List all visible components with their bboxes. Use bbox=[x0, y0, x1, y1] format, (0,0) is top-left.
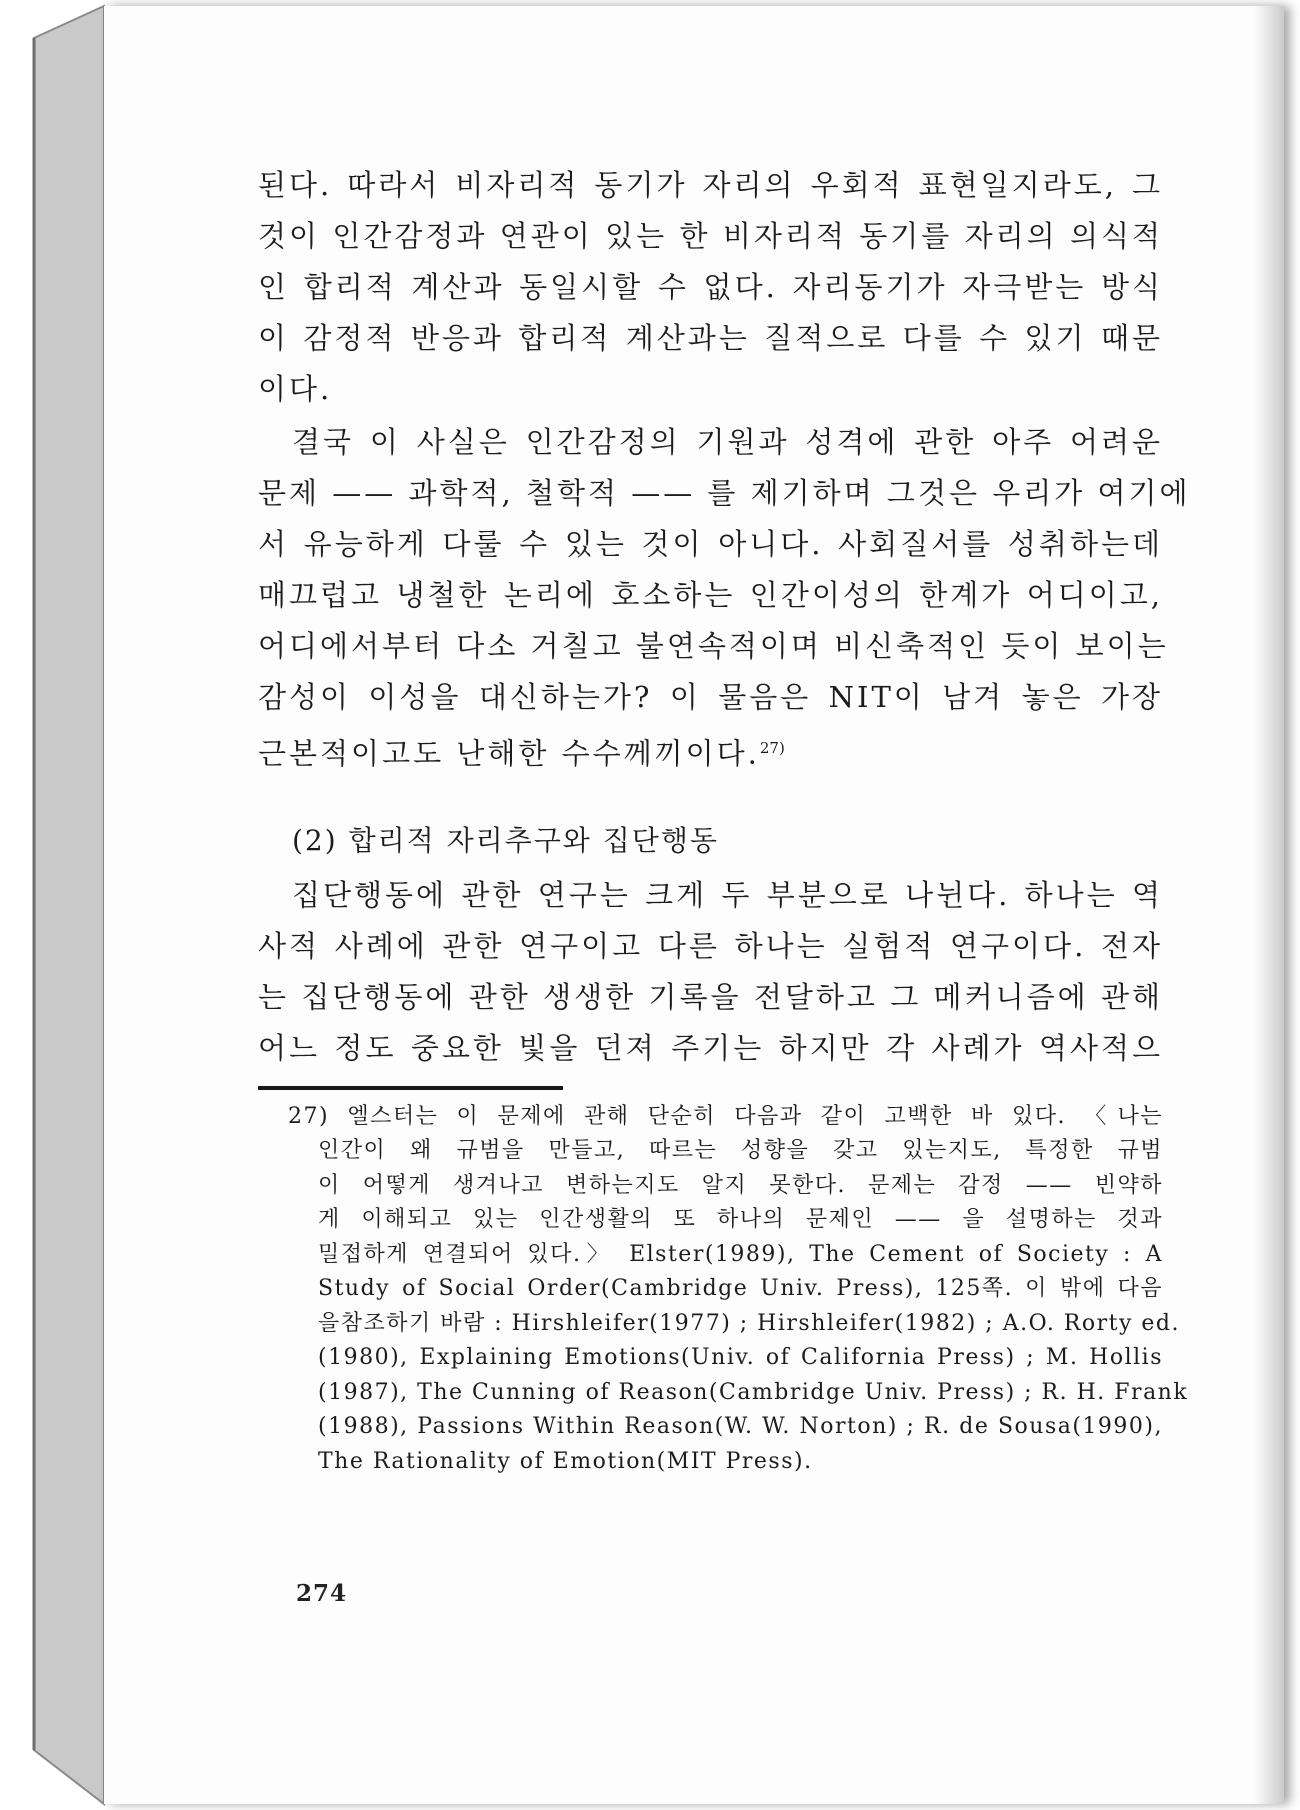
text-line: 결국 이 사실은 인간감정의 기원과 성격에 관한 아주 어려운 bbox=[292, 425, 1163, 459]
text-line: 된다. 따라서 비자리적 동기가 자리의 우회적 표현일지라도, 그 bbox=[258, 168, 1163, 202]
text-line-content: 근본적이고도 난해한 수수께끼이다. bbox=[258, 736, 760, 771]
footnote-line: 게 이해되고 있는 인간생활의 또 하나의 문제인 —— 을 설명하는 것과 bbox=[318, 1207, 1163, 1233]
paragraph-2 bbox=[258, 417, 1191, 780]
page-edge-shadow bbox=[1254, 6, 1284, 1804]
text-line: 집단행동에 관한 연구는 크게 두 부분으로 나뉜다. 하나는 역 bbox=[292, 877, 1163, 912]
text-line: 이 감정적 반응과 합리적 계산과는 질적으로 다를 수 있기 때문 bbox=[258, 321, 1163, 355]
footnote-line: (1987), The Cunning of Reason(Cambridge Univ. Press) ; R. H. Frank bbox=[318, 1379, 1189, 1405]
text-line: 매끄럽고 냉철한 논리에 호소하는 인간이성의 한계가 어디이고, bbox=[258, 578, 1163, 612]
footnote-27 bbox=[258, 1100, 1189, 1480]
footnote-line: 밀접하게 연결되어 있다.〉 Elster(1989), The Cement of Society : A bbox=[318, 1241, 1163, 1267]
footnote-line: (1988), Passions Within Reason(W. W. Norton) ; R. de Sousa(1990), bbox=[318, 1414, 1163, 1440]
footnote-line: 을참조하기 바람 : Hirshleifer(1977) ; Hirshleifer(1982) ; A.O. Rorty ed. bbox=[318, 1310, 1180, 1336]
text-line: 것이 인간감정과 연관이 있는 한 비자리적 동기를 자리의 의식적 bbox=[258, 219, 1163, 253]
text-line: 어디에서부터 다소 거칠고 불연속적이며 비신축적인 듯이 보이는 bbox=[258, 629, 1169, 663]
footnote-line: Study of Social Order(Cambridge Univ. Press), 125쪽. 이 밖에 다음 bbox=[318, 1276, 1163, 1302]
text-line: 서 유능하게 다룰 수 있는 것이 아니다. 사회질서를 성취하는데 bbox=[258, 527, 1163, 561]
page-body bbox=[258, 160, 1191, 1479]
text-line: 감성이 이성을 대신하는가? 이 물음은 NIT이 남겨 놓은 가장 bbox=[258, 680, 1163, 714]
paragraph-1 bbox=[258, 160, 1163, 415]
page-number: 274 bbox=[296, 1580, 348, 1607]
footnote-line: 이 어떻게 생겨나고 변하는지도 알지 못한다. 문제는 감정 —— 빈약하 bbox=[318, 1172, 1163, 1198]
text-line: 인 합리적 계산과 동일시할 수 없다. 자리동기가 자극받는 방식 bbox=[258, 270, 1163, 304]
text-line bbox=[258, 723, 1163, 780]
text-line: 어느 정도 중요한 빛을 던져 주기는 하지만 각 사례가 역사적으 bbox=[258, 1030, 1163, 1065]
footnote-line: 인간이 왜 규범을 만들고, 따르는 성향을 갖고 있는지도, 특정한 규범 bbox=[318, 1138, 1163, 1164]
footnote-line: (1980), Explaining Emotions(Univ. of California Press) ; M. Hollis bbox=[318, 1345, 1163, 1371]
text-line: 는 집단행동에 관한 생생한 기록을 전달하고 그 메커니즘에 관해 bbox=[258, 979, 1163, 1014]
text-line: 이다. bbox=[258, 372, 333, 406]
footnote-reference[interactable]: 27) bbox=[759, 739, 785, 757]
text-line: 문제 —— 과학적, 철학적 —— 를 제기하며 그것은 우리가 여기에 bbox=[258, 476, 1191, 510]
paragraph-3 bbox=[258, 870, 1163, 1074]
text-line: 사적 사례에 관한 연구이고 다른 하나는 실험적 연구이다. 전자 bbox=[258, 928, 1163, 963]
footnote-divider bbox=[258, 1086, 563, 1090]
section-heading: (2) 합리적 자리추구와 집단행동 bbox=[292, 823, 719, 857]
footnote-line: The Rationality of Emotion(MIT Press). bbox=[318, 1448, 813, 1474]
footnote-line: 27) 엘스터는 이 문제에 관해 단순히 다음과 같이 고백한 바 있다. 〈나는 bbox=[288, 1103, 1163, 1129]
